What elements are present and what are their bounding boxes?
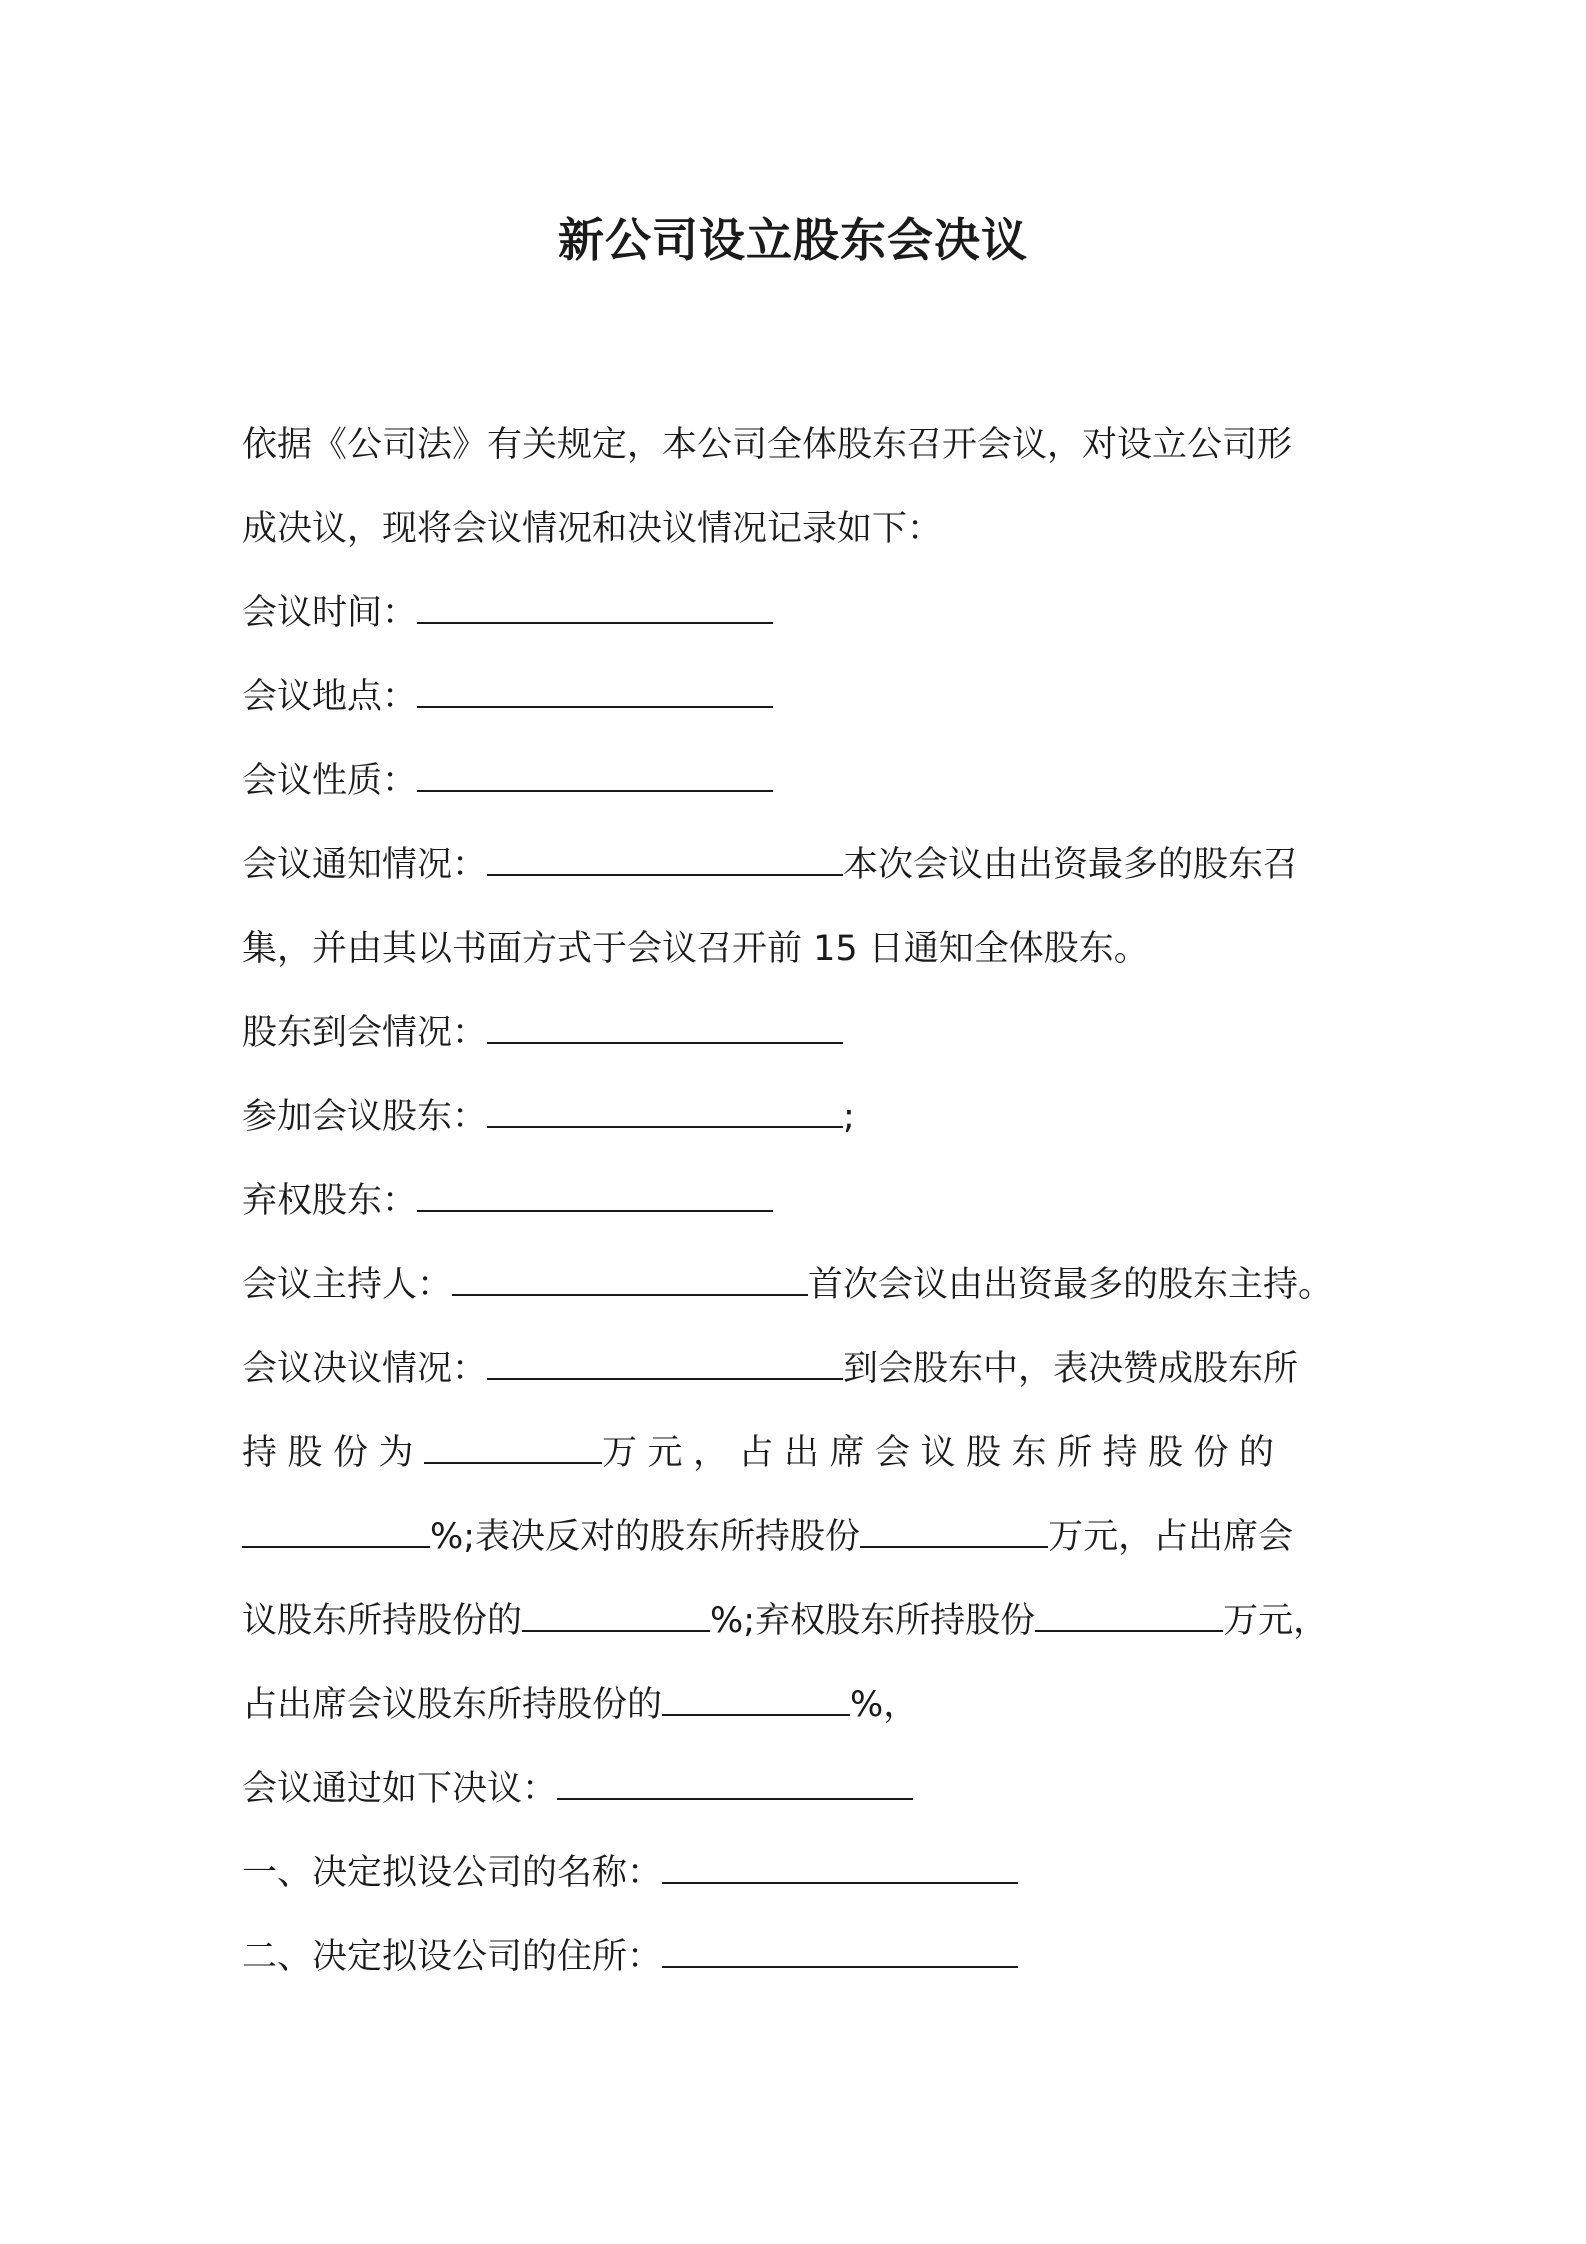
document-title: 新公司设立股东会决议 [558, 213, 1028, 267]
notice-blank[interactable] [487, 846, 843, 876]
abstain-row [242, 1159, 1362, 1243]
resolution-line-4 [242, 1579, 1362, 1663]
document-body [242, 403, 1362, 1999]
participants-label: 参加会议股东： [242, 1097, 488, 1137]
resolution-line-3-text-a: %;表决反对的股东所持股份 [430, 1517, 861, 1557]
notice-row [242, 823, 1362, 907]
host-after-text: 首次会议由出资最多的股东主持。 [808, 1265, 1334, 1305]
resolutions-passed-blank[interactable] [557, 1770, 913, 1800]
intro-line-2: 成决议，现将会议情况和决议情况记录如下： [242, 509, 943, 549]
attendance-blank[interactable] [487, 1014, 843, 1044]
meeting-time-label: 会议时间： [242, 593, 418, 633]
abstain-label: 弃权股东： [242, 1181, 418, 1221]
resolution-line-2 [242, 1411, 1362, 1495]
company-address-blank[interactable] [662, 1938, 1018, 1968]
approve-percent-blank[interactable] [242, 1518, 430, 1548]
participants-blank[interactable] [487, 1098, 843, 1128]
meeting-nature-row [242, 739, 1362, 823]
approve-amount-blank[interactable] [424, 1434, 602, 1464]
oppose-percent-blank[interactable] [522, 1602, 710, 1632]
meeting-time-blank[interactable] [417, 594, 773, 624]
item-2-row [242, 1915, 1362, 1999]
notice-after-text: 本次会议由出资最多的股东召 [843, 845, 1299, 885]
item-1-label: 一、决定拟设公司的名称： [242, 1853, 663, 1893]
resolution-line-2-text-a: 持股份为 [242, 1433, 425, 1473]
meeting-nature-blank[interactable] [417, 762, 773, 792]
host-blank[interactable] [452, 1266, 808, 1296]
abstain-percent-blank[interactable] [662, 1686, 850, 1716]
resolution-line-4-text-a: 议股东所持股份的 [242, 1601, 523, 1641]
abstain-blank[interactable] [417, 1182, 773, 1212]
resolution-status-label: 会议决议情况： [242, 1349, 488, 1389]
resolution-status-after-text: 到会股东中，表决赞成股东所 [843, 1349, 1299, 1389]
participants-semicolon: ; [843, 1097, 855, 1137]
oppose-amount-blank[interactable] [860, 1518, 1048, 1548]
notice-label: 会议通知情况： [242, 845, 488, 885]
meeting-place-blank[interactable] [417, 678, 773, 708]
resolution-status-row [242, 1327, 1362, 1411]
abstain-amount-blank[interactable] [1035, 1602, 1223, 1632]
meeting-nature-label: 会议性质： [242, 761, 418, 801]
resolution-status-blank[interactable] [487, 1350, 843, 1380]
resolution-line-3 [242, 1495, 1362, 1579]
host-row [242, 1243, 1362, 1327]
meeting-time-row [242, 571, 1362, 655]
attendance-row [242, 991, 1362, 1075]
attendance-label: 股东到会情况： [242, 1013, 488, 1053]
host-label: 会议主持人： [242, 1265, 453, 1305]
item-2-label: 二、决定拟设公司的住所： [242, 1937, 663, 1977]
resolution-line-2-text-b: 万元，占出席会议股东所持股份的 [602, 1433, 1285, 1473]
item-1-row [242, 1831, 1362, 1915]
meeting-place-label: 会议地点： [242, 677, 418, 717]
company-name-blank[interactable] [662, 1854, 1018, 1884]
intro-line-1: 依据《公司法》有关规定，本公司全体股东召开会议，对设立公司形 [242, 425, 1293, 465]
resolution-line-5 [242, 1663, 1362, 1747]
participants-row [242, 1075, 1362, 1159]
resolution-line-3-text-b: 万元，占出席会 [1048, 1517, 1294, 1557]
notice-continuation: 集，并由其以书面方式于会议召开前 15 日通知全体股东。 [242, 929, 1149, 969]
resolutions-passed-row [242, 1747, 1362, 1831]
resolution-line-4-text-b: %;弃权股东所持股份 [710, 1601, 1036, 1641]
resolutions-passed-label: 会议通过如下决议： [242, 1769, 558, 1809]
resolution-line-4-text-c: 万元， [1223, 1601, 1329, 1641]
resolution-line-5-text-a: 占出席会议股东所持股份的 [242, 1685, 663, 1725]
meeting-place-row [242, 655, 1362, 739]
resolution-line-5-text-b: %， [850, 1685, 919, 1725]
